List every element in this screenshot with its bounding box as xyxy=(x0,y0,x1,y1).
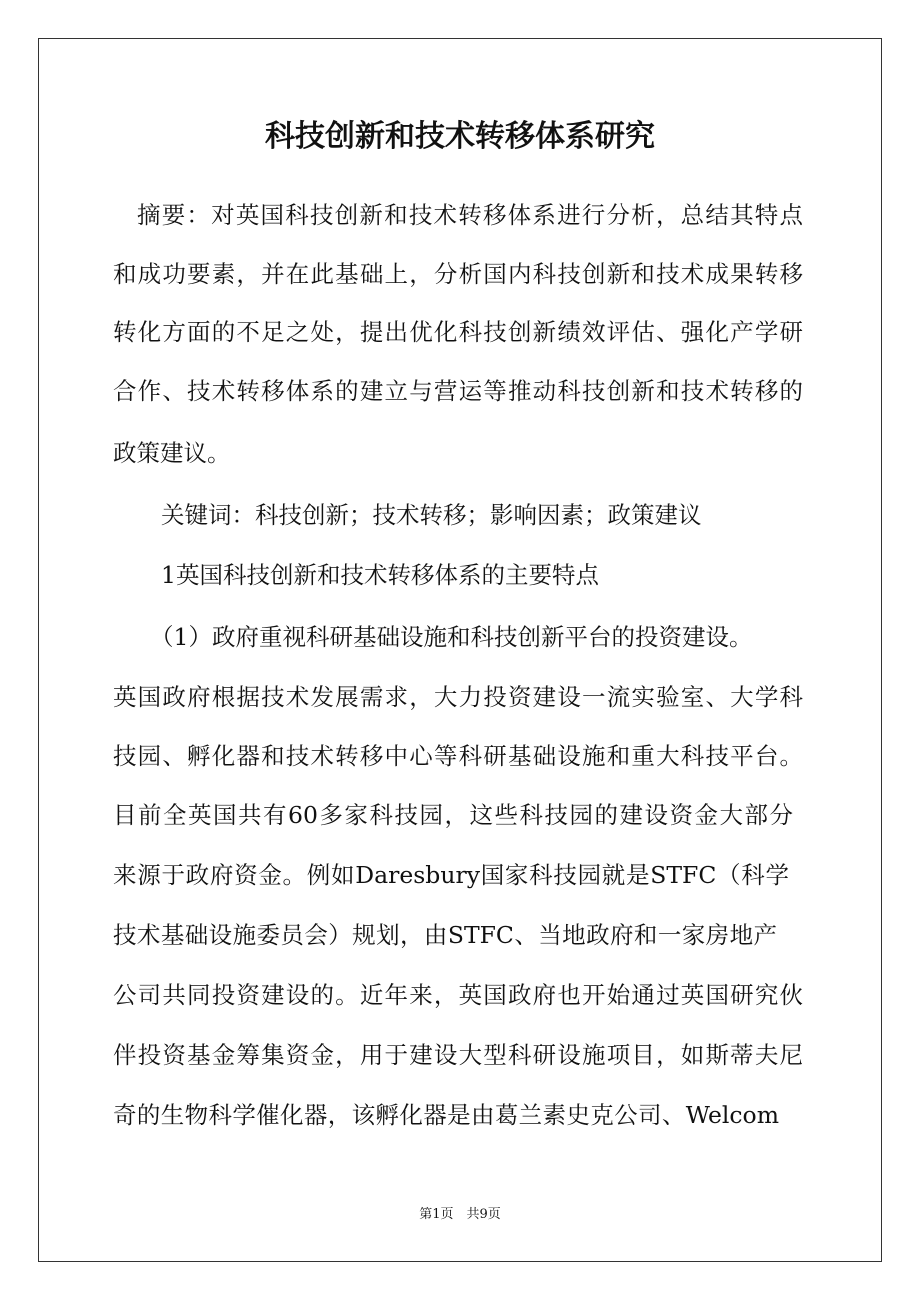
paragraph-line: 英国政府根据技术发展需求，大力投资建设一流实验室、大学科 xyxy=(113,683,803,711)
abstract-line: 转化方面的不足之处，提出优化科技创新绩效评估、强化产学研 xyxy=(113,318,803,346)
abstract-line: 政策建议。 xyxy=(113,439,231,467)
section-heading: 1英国科技创新和技术转移体系的主要特点 xyxy=(161,561,599,589)
paragraph-line: 公司共同投资建设的。近年来，英国政府也开始通过英国研究伙 xyxy=(113,981,803,1009)
page-number: 第1页 共9页 xyxy=(419,1207,501,1222)
abstract-line: 摘要：对英国科技创新和技术转移体系进行分析，总结其特点 xyxy=(137,201,803,229)
document-title: 科技创新和技术转移体系研究 xyxy=(265,119,655,154)
paragraph-line: （1）政府重视科研基础设施和科技创新平台的投资建设。 xyxy=(150,623,753,651)
paragraph-line: 技术基础设施委员会）规划，由STFC、当地政府和一家房地产 xyxy=(113,921,777,949)
abstract-line: 和成功要素，并在此基础上，分析国内科技创新和技术成果转移 xyxy=(113,260,803,288)
paragraph-line: 奇的生物科学催化器，该孵化器是由葛兰素史克公司、Welcom xyxy=(113,1101,779,1129)
paragraph-line: 来源于政府资金。例如Daresbury国家科技园就是STFC（科学 xyxy=(113,861,789,889)
keywords: 关键词：科技创新；技术转移；影响因素；政策建议 xyxy=(161,501,702,529)
paragraph-line: 目前全英国共有60多家科技园，这些科技园的建设资金大部分 xyxy=(113,801,793,829)
paragraph-line: 技园、孵化器和技术转移中心等科研基础设施和重大科技平台。 xyxy=(113,742,803,770)
paragraph-line: 伴投资基金筹集资金，用于建设大型科研设施项目，如斯蒂夫尼 xyxy=(113,1041,803,1069)
abstract-line: 合作、技术转移体系的建立与营运等推动科技创新和技术转移的 xyxy=(113,377,803,405)
